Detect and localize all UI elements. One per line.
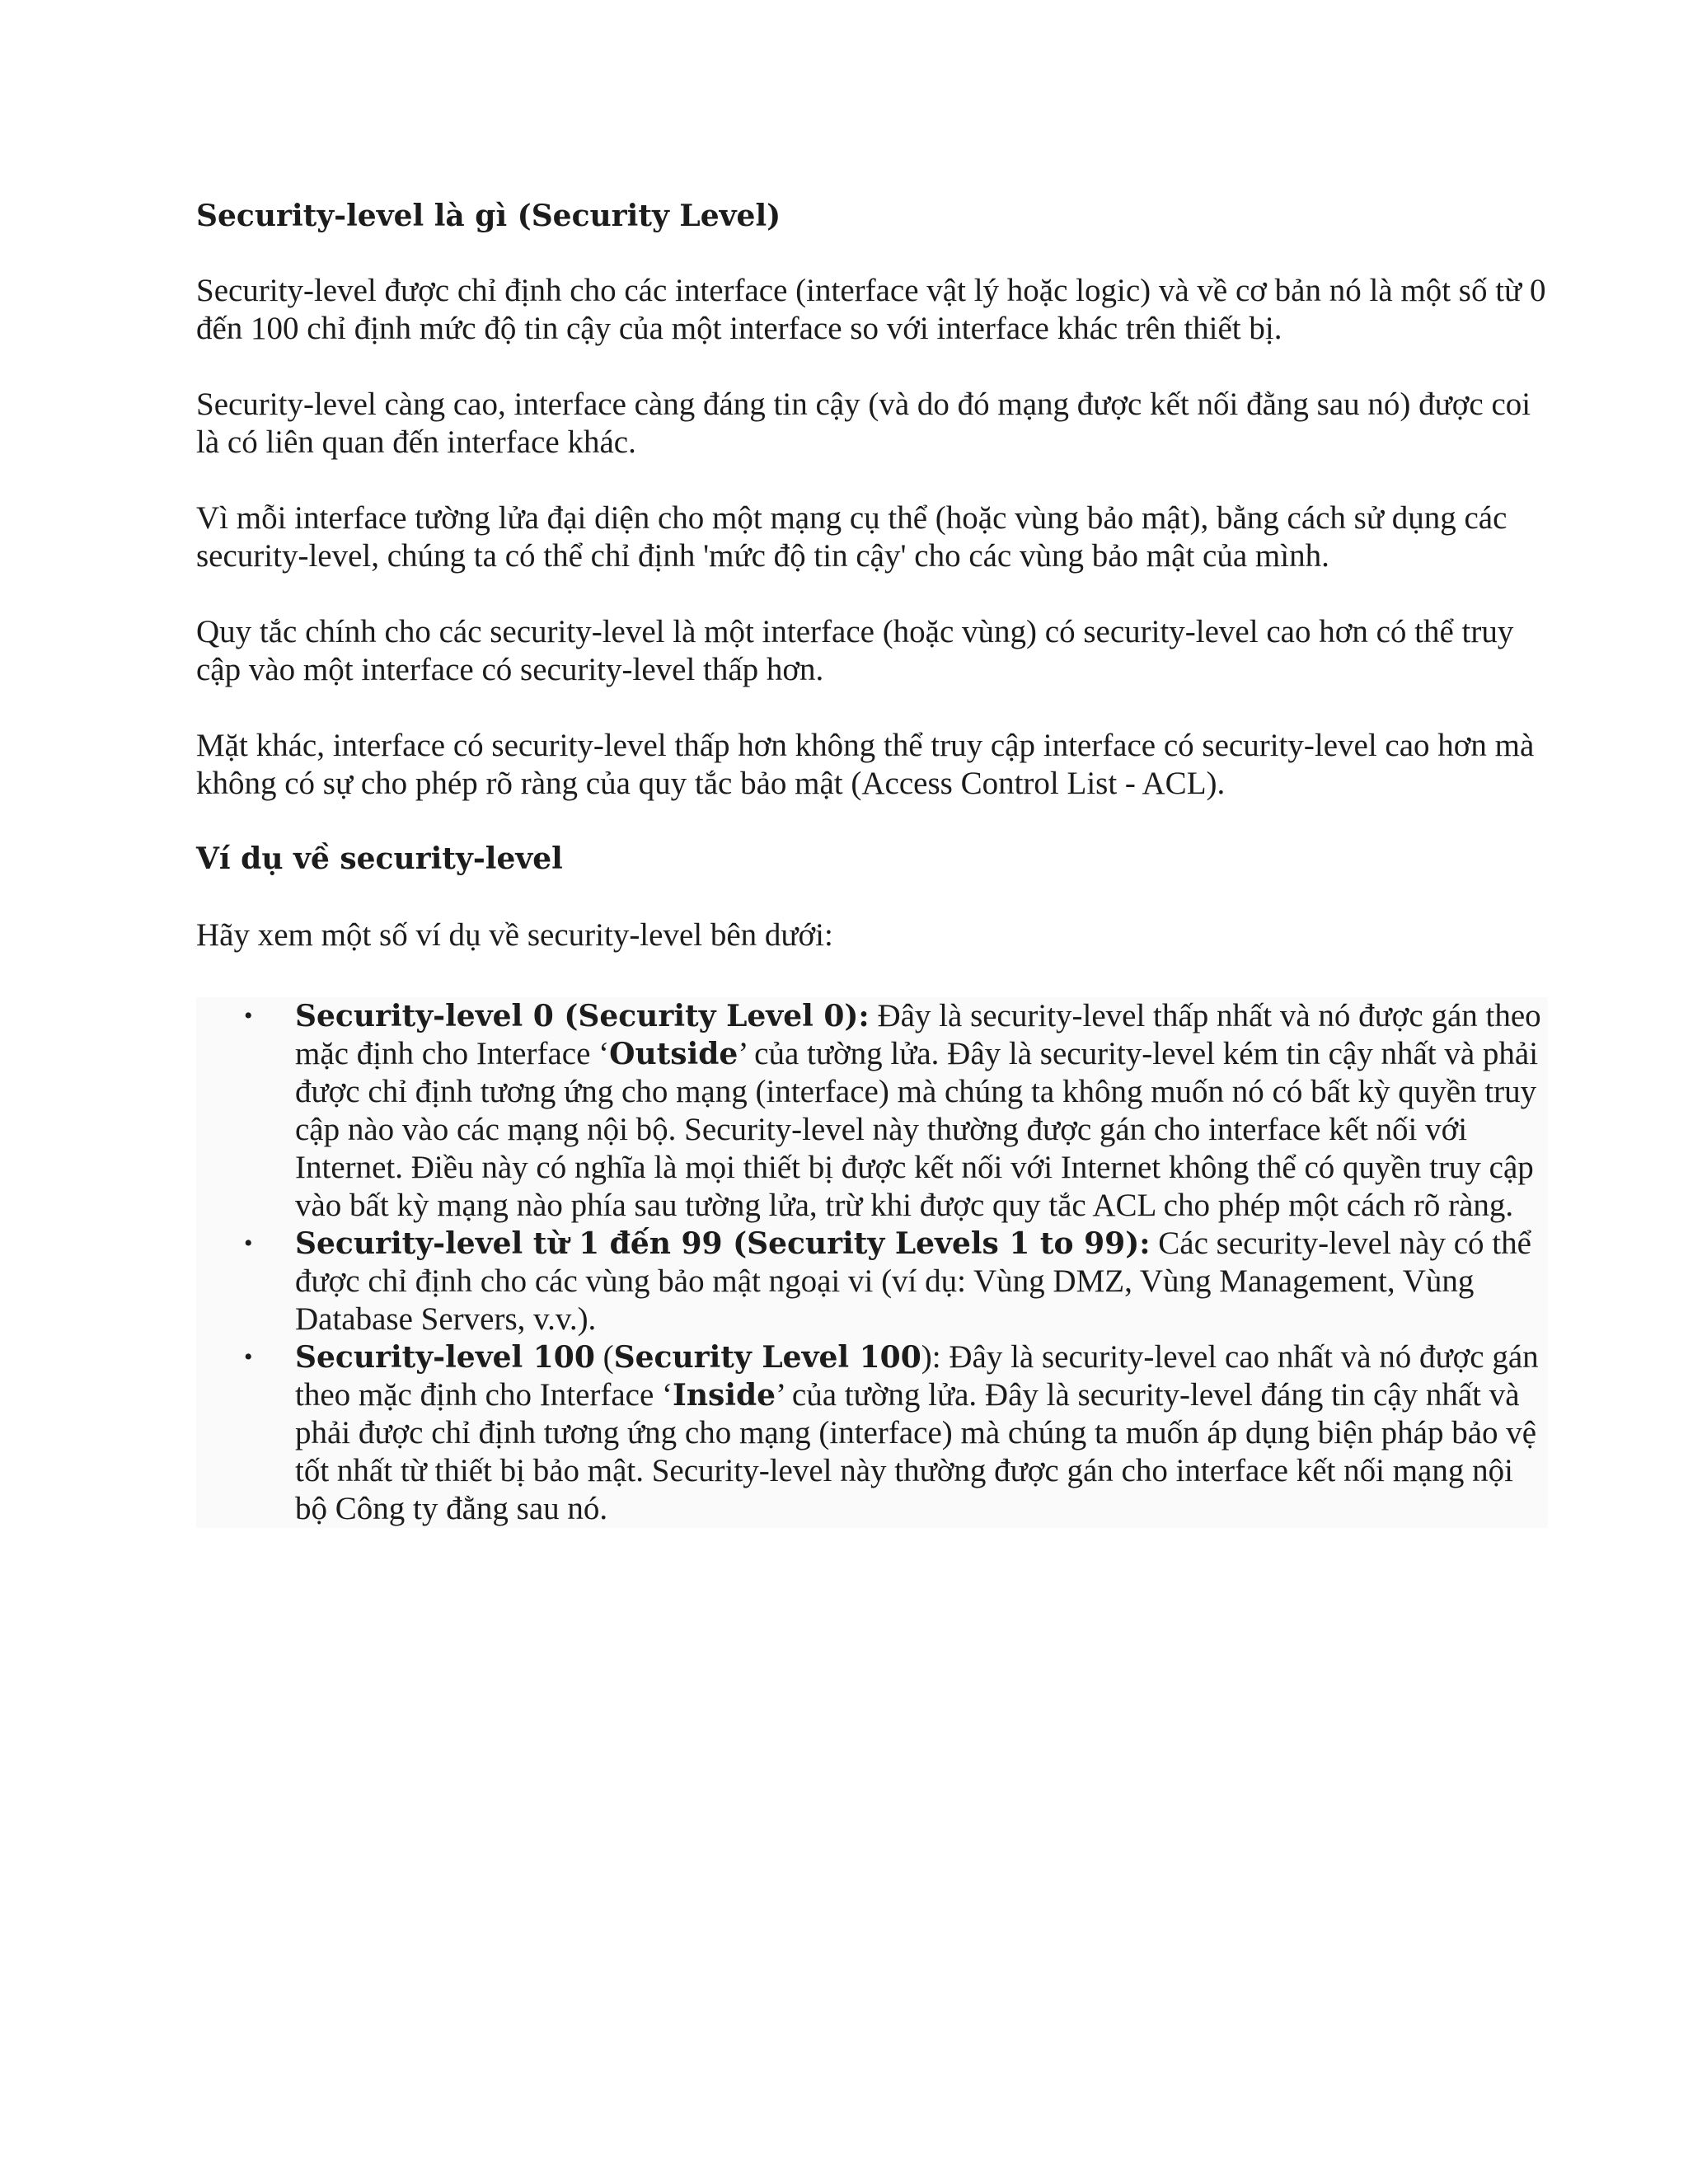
bullet-icon: • [244, 1002, 253, 1029]
item-text: ( [594, 1339, 614, 1375]
item-text: ’ của tường lửa. Đây là security-level đáng tin cậy nhất và phải được chỉ định tương ứng cho mạng (interface) mà chúng ta muốn áp dụng biện pháp bảo vệ tốt nhất từ thiết bị bảo mật. Security-level này thường được gán cho interface kết nối mạng nội bộ Công ty đằng sau nó. [295, 1377, 1537, 1526]
list-item-level-0 [196, 997, 1548, 1225]
item-bold-outside: Outside [609, 1037, 738, 1071]
paragraph-main-rule: Quy tắc chính cho các security-level là một interface (hoặc vùng) có security-level cao hơn có thể truy cập vào một interface có security-level thấp hơn. [196, 614, 1514, 687]
paragraph-zones: Vì mỗi interface tường lửa đại diện cho một mạng cụ thể (hoặc vùng bảo mật), bằng cách sử dụng các security-level, chúng ta có thể chỉ định 'mức độ tin cậy' cho các vùng bảo mật của mình. [196, 500, 1507, 574]
item-text: Các security-level này có thể được chỉ định cho các vùng bảo mật ngoại vi (ví dụ: Vùng DMZ, Vùng Management, Vùng Database Servers, v.v.). [295, 1226, 1531, 1337]
paragraph-examples-intro: Hãy xem một số ví dụ về security-level bên dưới: [196, 917, 833, 953]
item-bold-security-level-100: Security Level 100 [613, 1340, 921, 1375]
item-text: ): Đây là security-level cao nhất và nó được gán theo mặc định cho Interface ‘ [295, 1339, 1539, 1413]
paragraph-definition: Security-level được chỉ định cho các interface (interface vật lý hoặc logic) và về cơ bản nó là một số từ 0 đến 100 chỉ định mức độ tin cậy của một interface so với interface khác trên thiết bị. [196, 273, 1546, 346]
section-heading-examples: Ví dụ về security-level [196, 841, 563, 876]
item-text: ’ của tường lửa. Đây là security-level kém tin cậy nhất và phải được chỉ định tương ứng cho mạng (interface) mà chúng ta không muốn nó có bất kỳ quyền truy cập nào vào các mạng nội bộ. Security-level này thường được gán cho interface kết nối với Internet. Điều này có nghĩa là mọi thiết bị được kết nối với Internet không thể có quyền truy cập vào bất kỳ mạng nào phía sau tường lửa, trừ khi được quy tắc ACL cho phép một cách rõ ràng. [295, 1036, 1539, 1223]
page-title: Security-level là gì (Security Level) [196, 199, 781, 233]
item-bold-label: Security-level từ 1 đến 99 (Security Levels 1 to 99): [295, 1226, 1151, 1261]
bullet-icon: • [244, 1343, 253, 1371]
paragraph-higher-level: Security-level càng cao, interface càng đáng tin cậy (và do đó mạng được kết nối đằng sau nó) được coi là có liên quan đến interface khác. [196, 387, 1531, 460]
item-bold-inside: Inside [673, 1378, 776, 1413]
item-bold-label: Security-level 0 (Security Level 0): [295, 999, 870, 1033]
document-page [196, 196, 1548, 1528]
bullet-icon: • [244, 1230, 253, 1257]
examples-list [196, 997, 1548, 1528]
paragraph-lower-level: Mặt khác, interface có security-level thấp hơn không thể truy cập interface có security-level cao hơn mà không có sự cho phép rõ ràng của quy tắc bảo mật (Access Control List - ACL). [196, 728, 1535, 801]
item-text: Đây là security-level thấp nhất và nó được gán theo mặc định cho Interface ‘ [295, 998, 1541, 1071]
item-bold-label: Security-level 100 [295, 1340, 595, 1375]
list-item-level-1-99 [196, 1225, 1548, 1338]
list-item-level-100 [196, 1338, 1548, 1528]
